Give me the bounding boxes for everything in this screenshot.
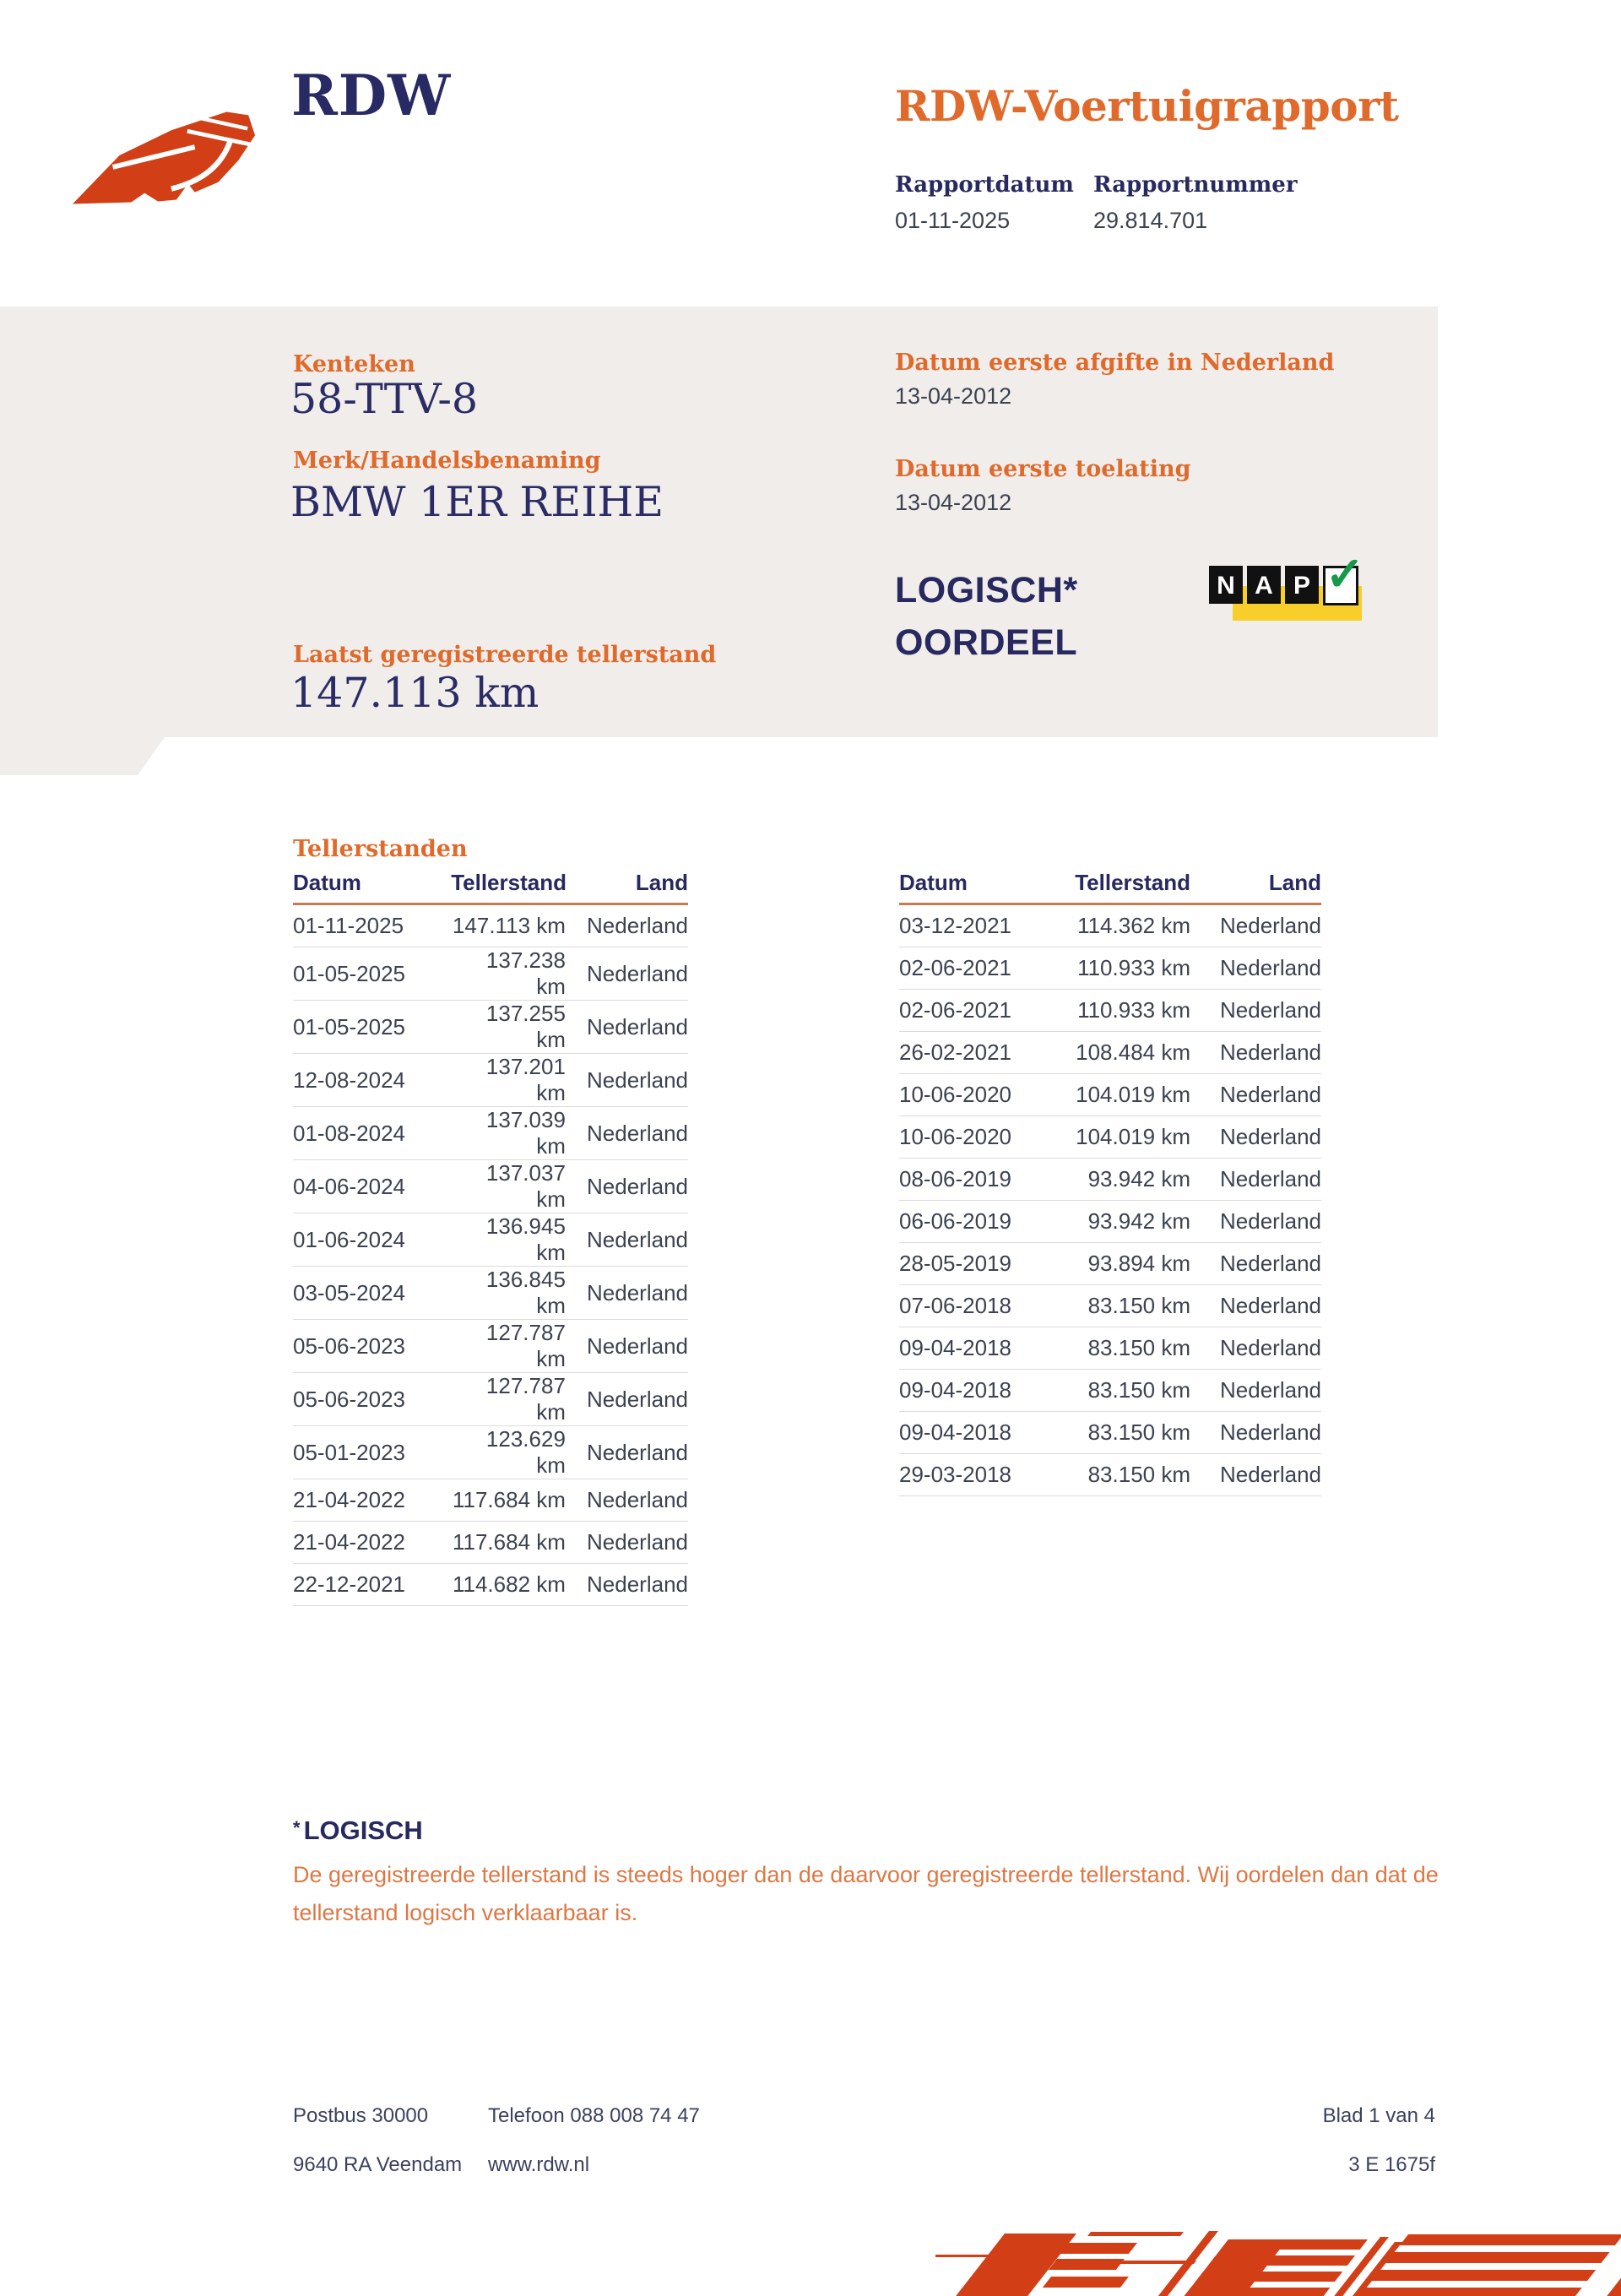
cell-tellerstand: 137.201 km [451, 1054, 566, 1107]
cell-land: Nederland [1190, 1159, 1321, 1201]
rdw-logo-text: RDW [291, 62, 452, 128]
table-row [899, 947, 1321, 990]
table-row [899, 1285, 1321, 1327]
cell-tellerstand: 117.684 km [451, 1522, 566, 1564]
table-row [899, 1327, 1321, 1370]
column-header-land: Land [1190, 870, 1321, 904]
cell-land: Nederland [1190, 1370, 1321, 1412]
cell-land: Nederland [1190, 947, 1321, 990]
cell-datum: 03-12-2021 [899, 904, 1068, 947]
cell-datum: 09-04-2018 [899, 1327, 1068, 1370]
cell-tellerstand: 127.787 km [451, 1320, 566, 1373]
report-number-label: Rapportnummer [1093, 172, 1298, 198]
nap-letter-p: P [1285, 566, 1319, 604]
cell-land: Nederland [1190, 1116, 1321, 1159]
cell-datum: 05-06-2023 [293, 1320, 451, 1373]
cell-tellerstand: 110.933 km [1068, 990, 1190, 1032]
cell-land: Nederland [1190, 1074, 1321, 1116]
cell-tellerstand: 123.629 km [451, 1426, 566, 1479]
table-row [899, 1116, 1321, 1159]
laatste-tellerstand-label: Laatst geregistreerde tellerstand [293, 642, 717, 668]
cell-land: Nederland [1190, 1327, 1321, 1370]
cell-land: Nederland [566, 1373, 688, 1426]
cell-land: Nederland [566, 1107, 688, 1160]
cell-tellerstand: 108.484 km [1068, 1032, 1190, 1074]
table-row [293, 1479, 688, 1522]
table-row [899, 904, 1321, 947]
cell-land: Nederland [1190, 1201, 1321, 1243]
column-header-datum: Datum [293, 870, 451, 904]
table-row [899, 1370, 1321, 1412]
footer-website: www.rdw.nl [488, 2153, 590, 2176]
cell-tellerstand: 104.019 km [1068, 1116, 1190, 1159]
cell-land: Nederland [1190, 1412, 1321, 1454]
afgifte-date: 13-04-2012 [895, 383, 1012, 409]
merk-label: Merk/Handelsbenaming [293, 448, 601, 474]
cell-land: Nederland [566, 1213, 688, 1267]
table-row [899, 1243, 1321, 1285]
cell-datum: 05-06-2023 [293, 1373, 451, 1426]
cell-tellerstand: 137.238 km [451, 947, 566, 1001]
cell-tellerstand: 83.150 km [1068, 1285, 1190, 1327]
column-header-land: Land [566, 870, 688, 904]
footnote-title-text: LOGISCH [303, 1816, 423, 1845]
rdw-feather-logo-icon [71, 105, 263, 208]
cell-datum: 01-06-2024 [293, 1213, 451, 1267]
page-title: RDW-Voertuigrapport [895, 81, 1399, 131]
cell-land: Nederland [566, 1479, 688, 1522]
cell-datum: 22-12-2021 [293, 1564, 451, 1606]
nap-check-icon: ✓ [1325, 547, 1365, 600]
column-header-datum: Datum [899, 870, 1068, 904]
table-row [293, 1320, 688, 1373]
cell-tellerstand: 147.113 km [451, 904, 566, 947]
cell-datum: 04-06-2024 [293, 1160, 451, 1213]
cell-land: Nederland [1190, 1285, 1321, 1327]
cell-datum: 09-04-2018 [899, 1412, 1068, 1454]
cell-tellerstand: 137.037 km [451, 1160, 566, 1213]
table-row [293, 1522, 688, 1564]
oordeel-text [895, 564, 1078, 669]
report-date-value: 01-11-2025 [895, 208, 1011, 233]
table-row [293, 947, 688, 1001]
cell-land: Nederland [566, 947, 688, 1001]
cell-land: Nederland [1190, 990, 1321, 1032]
cell-datum: 12-08-2024 [293, 1054, 451, 1107]
cell-tellerstand: 137.039 km [451, 1107, 566, 1160]
cell-datum: 02-06-2021 [899, 990, 1068, 1032]
cell-tellerstand: 136.845 km [451, 1267, 566, 1320]
table-row [293, 1426, 688, 1479]
cell-land: Nederland [566, 1267, 688, 1320]
footer-phone: Telefoon 088 008 74 47 [488, 2104, 700, 2127]
cell-land: Nederland [566, 1160, 688, 1213]
table-header-row [899, 870, 1321, 904]
nap-logo [1209, 547, 1369, 625]
cell-land: Nederland [566, 904, 688, 947]
afgifte-label: Datum eerste afgifte in Nederland [895, 350, 1335, 376]
table-row [899, 1201, 1321, 1243]
cell-tellerstand: 83.150 km [1068, 1412, 1190, 1454]
table-row [899, 1454, 1321, 1496]
cell-tellerstand: 114.682 km [451, 1564, 566, 1606]
cell-land: Nederland [566, 1001, 688, 1054]
logisch-footnote-title [293, 1816, 423, 1846]
cell-datum: 03-05-2024 [293, 1267, 451, 1320]
footer-page-number: Blad 1 van 4 [1322, 2104, 1435, 2127]
vehicle-summary-panel [0, 307, 1438, 775]
table-row [899, 1412, 1321, 1454]
nap-letter-n: N [1209, 566, 1243, 604]
cell-tellerstand: 83.150 km [1068, 1454, 1190, 1496]
table-row [293, 1213, 688, 1267]
cell-land: Nederland [1190, 1032, 1321, 1074]
cell-datum: 08-06-2019 [899, 1159, 1068, 1201]
cell-land: Nederland [566, 1054, 688, 1107]
cell-datum: 28-05-2019 [899, 1243, 1068, 1285]
cell-tellerstand: 117.684 km [451, 1479, 566, 1522]
cell-datum: 01-05-2025 [293, 947, 451, 1001]
table-row [899, 1159, 1321, 1201]
cell-datum: 09-04-2018 [899, 1370, 1068, 1412]
table-row [293, 1001, 688, 1054]
laatste-tellerstand-value: 147.113 km [290, 669, 539, 717]
tellerstanden-title: Tellerstanden [293, 836, 468, 862]
cell-datum: 05-01-2023 [293, 1426, 451, 1479]
merk-value: BMW 1ER REIHE [290, 478, 664, 526]
cell-tellerstand: 114.362 km [1068, 904, 1190, 947]
cell-land: Nederland [1190, 904, 1321, 947]
table-row [293, 1564, 688, 1606]
nap-letter-a: A [1247, 566, 1281, 604]
cell-datum: 26-02-2021 [899, 1032, 1068, 1074]
table-row [293, 1160, 688, 1213]
footer-address-line2: 9640 RA Veendam [293, 2153, 463, 2176]
footer-doc-code: 3 E 1675f [1348, 2153, 1435, 2176]
cell-land: Nederland [566, 1426, 688, 1479]
footer-address-line1: Postbus 30000 [293, 2104, 429, 2127]
cell-land: Nederland [1190, 1454, 1321, 1496]
report-number-value: 29.814.701 [1093, 208, 1208, 233]
cell-land: Nederland [1190, 1243, 1321, 1285]
tellerstanden-table-right [899, 870, 1321, 1496]
tellerstanden-table-left [293, 870, 688, 1606]
cell-land: Nederland [566, 1564, 688, 1606]
cell-datum: 10-06-2020 [899, 1116, 1068, 1159]
cell-datum: 02-06-2021 [899, 947, 1068, 990]
column-header-tellerstand: Tellerstand [451, 870, 566, 904]
report-date-label: Rapportdatum [895, 172, 1074, 198]
cell-tellerstand: 104.019 km [1068, 1074, 1190, 1116]
cell-datum: 06-06-2019 [899, 1201, 1068, 1243]
cell-land: Nederland [566, 1320, 688, 1373]
toelating-date: 13-04-2012 [895, 490, 1012, 515]
toelating-label: Datum eerste toelating [895, 456, 1191, 482]
table-row [293, 1267, 688, 1320]
cell-tellerstand: 83.150 km [1068, 1370, 1190, 1412]
cell-datum: 01-08-2024 [293, 1107, 451, 1160]
cell-tellerstand: 83.150 km [1068, 1327, 1190, 1370]
column-header-tellerstand: Tellerstand [1068, 870, 1190, 904]
cell-datum: 01-05-2025 [293, 1001, 451, 1054]
table-row [293, 1107, 688, 1160]
cell-tellerstand: 93.942 km [1068, 1201, 1190, 1243]
cell-datum: 21-04-2022 [293, 1522, 451, 1564]
cell-tellerstand: 127.787 km [451, 1373, 566, 1426]
kenteken-label: Kenteken [293, 351, 415, 377]
cell-tellerstand: 93.942 km [1068, 1159, 1190, 1201]
cell-tellerstand: 110.933 km [1068, 947, 1190, 990]
table-row [293, 1054, 688, 1107]
cell-datum: 10-06-2020 [899, 1074, 1068, 1116]
cell-tellerstand: 93.894 km [1068, 1243, 1190, 1285]
cell-datum: 01-11-2025 [293, 904, 451, 947]
cell-datum: 29-03-2018 [899, 1454, 1068, 1496]
kenteken-value: 58-TTV-8 [290, 375, 479, 423]
cell-datum: 07-06-2018 [899, 1285, 1068, 1327]
oordeel-line2: OORDEEL [895, 622, 1078, 663]
rdw-speedlines-decoration [0, 2161, 1621, 2296]
cell-land: Nederland [566, 1522, 688, 1564]
table-row [899, 1074, 1321, 1116]
cell-tellerstand: 137.255 km [451, 1001, 566, 1054]
table-row [293, 904, 688, 947]
table-header-row [293, 870, 688, 904]
table-row [899, 1032, 1321, 1074]
cell-datum: 21-04-2022 [293, 1479, 451, 1522]
oordeel-line1: LOGISCH* [895, 570, 1078, 611]
table-row [293, 1373, 688, 1426]
cell-tellerstand: 136.945 km [451, 1213, 566, 1267]
footnote-asterisk: * [293, 1817, 301, 1838]
logisch-footnote-text: De geregistreerde tellerstand is steeds hoger dan de daarvoor geregistreerde tellerstand. Wij oordelen dan dat de tellerstand logisch verklaarbaar is. [293, 1862, 1439, 1925]
table-row [899, 990, 1321, 1032]
